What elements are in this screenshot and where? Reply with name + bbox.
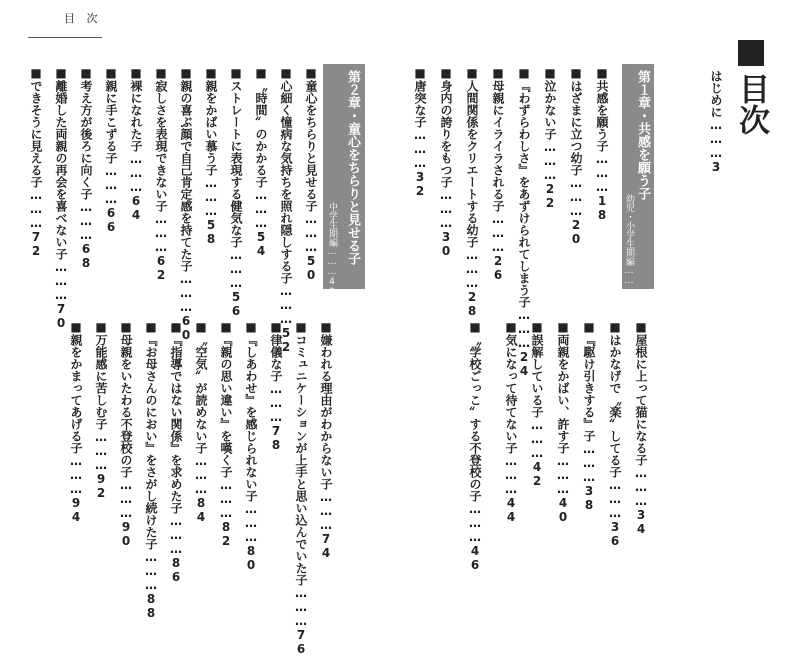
toc-entry[interactable]: ■親の喜ぶ顔で自己肯定感を持てた子………60 xyxy=(179,66,193,342)
toc-entry[interactable]: ■〝時間〟のかかる子………54 xyxy=(254,66,268,258)
toc-entry[interactable]: ■裸になれた子………64 xyxy=(129,66,143,222)
toc-entry[interactable]: ■はざまに立つ幼子………20 xyxy=(569,66,583,246)
toc-entry[interactable]: ■『親の思い違い』を嘆く子………82 xyxy=(219,320,233,548)
toc-entry[interactable]: ■嫌われる理由がわからない子………74 xyxy=(319,320,333,560)
toc-entry[interactable]: ■屋根に上って猫になる子………34 xyxy=(634,320,648,536)
toc-entry[interactable]: ■考え方が後ろに向く子………68 xyxy=(79,66,93,270)
toc-entry[interactable]: ■心細く憧病な気持ちを照れ隠しする子………52 xyxy=(279,66,293,354)
toc-entry[interactable]: ■律儀な子………78 xyxy=(269,320,283,452)
chapter2-title: 第２章・童心をちらりと見せる子 xyxy=(345,70,360,265)
chapter1-title: 第１章・共感を願う子 xyxy=(635,70,650,200)
toc-entry[interactable]: ■気になって待てない子………44 xyxy=(504,320,518,524)
toc-entry[interactable]: ■親に手こずる子………66 xyxy=(104,66,118,234)
toc-entry[interactable]: ■両親をかばい、許す子………40 xyxy=(556,320,570,524)
toc-entry[interactable]: ■母親にイライラされる子………26 xyxy=(491,66,505,282)
toc-entry[interactable]: ■はかなげで〝楽〟してる子………36 xyxy=(608,320,622,548)
running-header: 目 次 xyxy=(64,12,102,25)
toc-entry[interactable]: ■離婚した両親の再会を喜べない子………70 xyxy=(54,66,68,330)
chapter2-block[interactable] xyxy=(323,64,365,297)
title-square-mark xyxy=(738,40,764,66)
toc-entry[interactable]: ■誤解している子………42 xyxy=(530,320,544,488)
toc-entry[interactable]: ■コミュニケーションが上手と思い込んでいた子………76 xyxy=(294,320,308,656)
toc-entry[interactable]: ■『しあわせ』を感じられない子………80 xyxy=(244,320,258,572)
toc-entry[interactable]: ■寂しさを表現できない子………62 xyxy=(154,66,168,282)
toc-entry[interactable]: ■共感を願う子………18 xyxy=(595,66,609,222)
toc-entry[interactable]: ■母親をいたわる不登校の子………90 xyxy=(119,320,133,548)
toc-entry[interactable]: ■親をかばい慕う子………58 xyxy=(204,66,218,246)
toc-entry[interactable]: ■ストレートに表現する健気な子………56 xyxy=(229,66,243,318)
toc-entry[interactable]: ■人間関係をクリエートする幼子………28 xyxy=(465,66,479,318)
toc-entry[interactable]: ■『お母さんのにおい』をさがし続けた子………88 xyxy=(144,320,158,620)
toc-entry[interactable]: ■唐突な子………32 xyxy=(413,66,427,198)
toc-entry-hajimeni[interactable]: はじめに………3 xyxy=(709,70,723,174)
chapter2-subtitle: 中学生期編………49 xyxy=(327,202,337,297)
chapter1-subtitle: 幼児・小学生期編………17 xyxy=(624,194,634,316)
toc-entry[interactable]: ■泣かない子………22 xyxy=(543,66,557,210)
toc-entry[interactable]: ■身内の誇りをもつ子………30 xyxy=(439,66,453,258)
toc-entry[interactable]: ■できそうに見える子………72 xyxy=(29,66,43,258)
toc-entry[interactable]: ■万能感に苦しむ子………92 xyxy=(94,320,108,500)
toc-entry[interactable]: ■『わずらわしさ』をあずけられてしまう子………24 xyxy=(517,66,531,378)
toc-entry[interactable]: ■〝空気〟が読めない子………84 xyxy=(194,320,208,524)
toc-title: 目次 xyxy=(733,73,769,135)
toc-entry[interactable]: ■『指導ではない関係』を求めた子………86 xyxy=(169,320,183,584)
header-rule xyxy=(28,37,102,38)
toc-entry[interactable]: ■童心をちらりと見せる子………50 xyxy=(304,66,318,282)
chapter1-block[interactable] xyxy=(622,64,654,316)
toc-entry[interactable]: ■〝学校ごっこ〟する不登校の子………46 xyxy=(468,320,482,572)
toc-entry[interactable]: ■親をかまってあげる子………94 xyxy=(69,320,83,524)
toc-entry[interactable]: ■『駆け引きする』子………38 xyxy=(582,320,596,512)
